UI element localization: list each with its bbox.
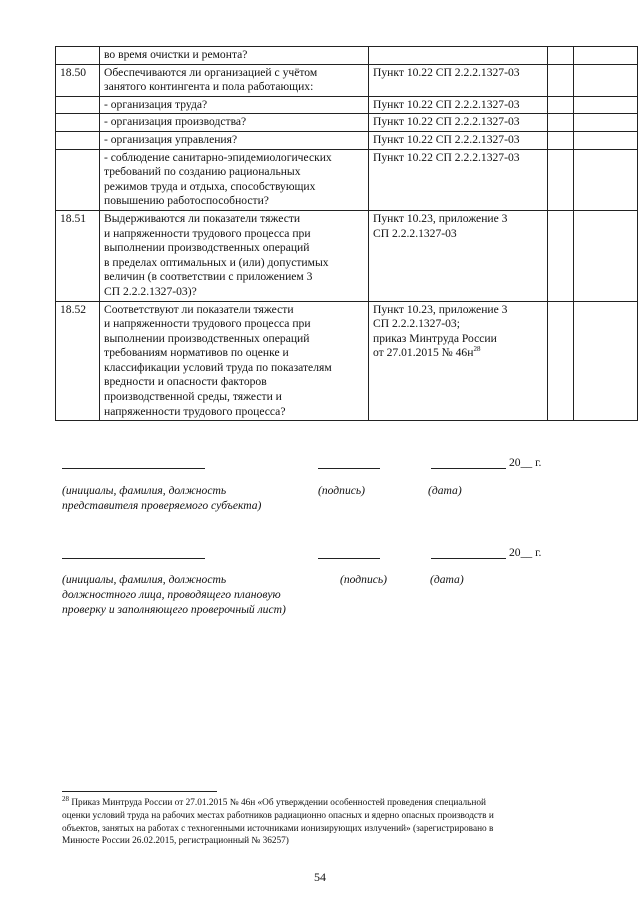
table-row (56, 64, 638, 96)
question-line: режимов труда и отдыха, способствующих (104, 179, 316, 193)
reference-line (373, 151, 543, 166)
question-cell (100, 210, 369, 301)
question-cell (100, 64, 369, 96)
question-line: требованиям нормативов по оценке и (104, 346, 289, 360)
reference-line (373, 227, 543, 242)
reference-line (373, 133, 543, 148)
sign-caption-1: (подпись) (318, 484, 366, 497)
item-number (56, 96, 100, 114)
question-cell (100, 114, 369, 132)
question-line: - соблюдение санитарно-эпидемиологических (104, 150, 332, 164)
table-row (56, 149, 638, 210)
answer-cell-no[interactable] (574, 301, 638, 421)
answer-cell-yes[interactable] (548, 210, 574, 301)
question-cell (100, 301, 369, 421)
table-row (56, 96, 638, 114)
footnote (62, 794, 582, 848)
answer-cell-yes[interactable] (548, 149, 574, 210)
question-line: напряженности трудового процесса? (104, 404, 286, 418)
footnote-text: Приказ Минтруда России от 27.01.2015 № 46н «Об утверждении особенностей проведения специальной (71, 798, 487, 808)
reference-line (373, 332, 543, 347)
question-line: в пределах оптимальных и (или) допустимых (104, 255, 329, 269)
reference-cell (369, 96, 548, 114)
question-cell (100, 47, 369, 65)
question-line: - организация производства? (104, 115, 247, 129)
reference-line (373, 115, 543, 130)
question-cell (100, 149, 369, 210)
reference-text: приказ Минтруда России (373, 331, 497, 345)
reference-cell (369, 301, 548, 421)
item-number (56, 114, 100, 132)
table-row (56, 301, 638, 421)
footnote-line: Минюсте России 26.02.2015, регистрационный № 36257) (62, 836, 289, 847)
reference-cell (369, 114, 548, 132)
question-line: Обеспечиваются ли организацией с учётом (104, 65, 318, 79)
question-line: - организация труда? (104, 97, 208, 111)
name-caption-1-line: представителя проверяемого субъекта) (62, 499, 262, 512)
question-line: требований по созданию рациональных (104, 165, 301, 179)
question-line: и напряженности трудового процесса при (104, 317, 311, 331)
question-line: величин (в соответствии с приложением 3 (104, 270, 313, 284)
question-cell (100, 96, 369, 114)
question-line: выполнении производственных операций (104, 331, 310, 345)
reference-cell (369, 64, 548, 96)
date-line-2 (431, 558, 506, 559)
reference-text: Пункт 10.22 СП 2.2.2.1327-03 (373, 65, 520, 79)
answer-cell-no[interactable] (574, 47, 638, 65)
question-line: - организация управления? (104, 132, 238, 146)
reference-text: от 27.01.2015 № 46н (373, 346, 474, 360)
signature-line-1 (318, 468, 380, 469)
answer-cell-yes[interactable] (548, 301, 574, 421)
name-caption-2-line: проверку и заполняющего проверочный лист) (62, 603, 286, 616)
reference-text: СП 2.2.2.1327-03; (373, 317, 460, 331)
reference-text: Пункт 10.22 СП 2.2.2.1327-03 (373, 132, 520, 146)
footnote-line: объектов, занятых на работах с техногенными источниками ионизирующих излучений» (зарегистрировано в (62, 823, 494, 834)
name-caption-1-line: (инициалы, фамилия, должность (62, 484, 227, 497)
footnote-mark: 28 (62, 794, 69, 803)
question-line: и напряженности трудового процесса при (104, 226, 311, 240)
answer-cell-no[interactable] (574, 96, 638, 114)
sign-caption-2: (подпись) (340, 573, 388, 586)
table-row (56, 47, 638, 65)
reference-line (373, 66, 543, 81)
table-row (56, 114, 638, 132)
answer-cell-yes[interactable] (548, 131, 574, 149)
checklist-table (55, 46, 638, 421)
reference-line (373, 346, 543, 361)
footnote-ref: 28 (473, 345, 481, 354)
question-line: занятого контингента и пола работающих: (104, 80, 314, 94)
name-caption-1 (62, 483, 261, 513)
question-line: Соответствуют ли показатели тяжести (104, 302, 294, 316)
reference-line (373, 303, 543, 318)
answer-cell-no[interactable] (574, 64, 638, 96)
reference-text: Пункт 10.22 СП 2.2.2.1327-03 (373, 150, 520, 164)
item-number: 18.50 (56, 64, 100, 96)
question-line: СП 2.2.2.1327-03)? (104, 284, 197, 298)
reference-cell (369, 47, 548, 65)
answer-cell-no[interactable] (574, 131, 638, 149)
year-label-2: 20__ г. (509, 546, 542, 559)
table-row (56, 131, 638, 149)
question-line: производственной среды, тяжести и (104, 390, 282, 404)
question-line: вредности и опасности факторов (104, 375, 267, 389)
name-caption-2-line: (инициалы, фамилия, должность (62, 573, 227, 586)
answer-cell-yes[interactable] (548, 114, 574, 132)
date-line-1 (431, 468, 506, 469)
year-label-1: 20__ г. (509, 456, 542, 469)
table-row (56, 210, 638, 301)
name-caption-2 (62, 572, 286, 617)
answer-cell-no[interactable] (574, 149, 638, 210)
item-number: 18.52 (56, 301, 100, 421)
answer-cell-yes[interactable] (548, 64, 574, 96)
reference-line (373, 98, 543, 113)
question-line: во время очистки и ремонта? (104, 48, 248, 61)
reference-text: Пункт 10.23, приложение 3 (373, 211, 508, 225)
reference-text: Пункт 10.22 СП 2.2.2.1327-03 (373, 115, 520, 129)
question-line: Выдерживаются ли показатели тяжести (104, 211, 301, 225)
answer-cell-no[interactable] (574, 210, 638, 301)
reference-line (373, 317, 543, 332)
answer-cell-yes[interactable] (548, 96, 574, 114)
item-number (56, 47, 100, 65)
name-caption-2-line: должностного лица, проводящего плановую (62, 588, 281, 601)
reference-text: СП 2.2.2.1327-03 (373, 226, 457, 240)
reference-cell (369, 149, 548, 210)
item-number (56, 149, 100, 210)
reference-text: Пункт 10.23, приложение 3 (373, 302, 508, 316)
page-number: 54 (314, 870, 326, 884)
footnote-line: оценки условий труда на рабочих местах работников радиационно опасных и ядерно опасных производств и (62, 810, 494, 821)
name-line-2 (62, 558, 205, 559)
name-line-1 (62, 468, 205, 469)
footnote-rule (62, 791, 217, 792)
reference-cell (369, 210, 548, 301)
item-number: 18.51 (56, 210, 100, 301)
footnote-line (62, 794, 582, 810)
date-caption-2: (дата) (430, 573, 464, 586)
answer-cell-yes[interactable] (548, 47, 574, 65)
question-line: классификации условий труда по показателям (104, 360, 332, 374)
date-caption-1: (дата) (428, 484, 462, 497)
signature-line-2 (318, 558, 380, 559)
reference-cell (369, 131, 548, 149)
question-line: повышению работоспособности? (104, 194, 269, 208)
question-cell (100, 131, 369, 149)
question-line: выполнении производственных операций (104, 241, 310, 255)
reference-line (373, 212, 543, 227)
reference-text: Пункт 10.22 СП 2.2.2.1327-03 (373, 97, 520, 111)
answer-cell-no[interactable] (574, 114, 638, 132)
item-number (56, 131, 100, 149)
